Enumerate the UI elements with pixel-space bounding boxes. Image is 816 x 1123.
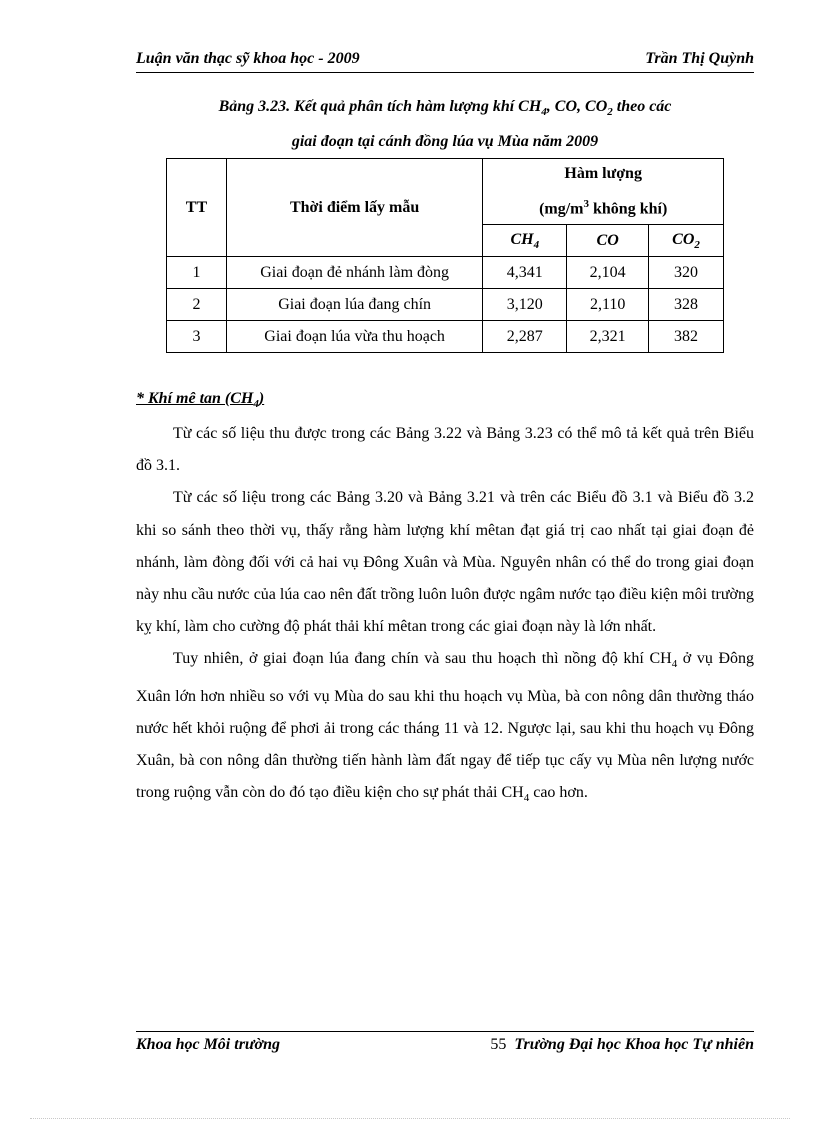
cell-ch4: 4,341 <box>483 257 567 289</box>
cell-time: Giai đoạn đẻ nhánh làm đòng <box>226 257 482 289</box>
header-unit: ($mg/m^3$ không khí) <box>539 198 668 218</box>
cell-co: 2,104 <box>567 257 649 289</box>
footer-university-block <box>490 1036 754 1054</box>
cell-ch4: 3,120 <box>483 289 567 321</box>
header-co2: $CO_2$ <box>649 225 724 257</box>
table-row <box>167 257 724 289</box>
cell-co2: 382 <box>649 321 724 353</box>
cell-ch4: 2,287 <box>483 321 567 353</box>
cell-co: 2,110 <box>567 289 649 321</box>
header-sampling-time: Thời điểm lấy mẫu <box>226 159 482 257</box>
table-caption <box>136 92 754 157</box>
section-heading-methane: * Khí mê $\tan (CH_4)$ <box>136 390 265 411</box>
table-row <box>167 289 724 321</box>
header-thesis-title: Luận văn thạc sỹ khoa học - 2009 <box>136 50 360 67</box>
paragraph-2: Từ các số liệu trong các Bảng 3.20 và Bảng 3.21 và trên các Biểu đồ 3.1 và Biểu đồ 3.2 khi so sánh theo thời vụ, thấy rằng hàm lượng khí mêtan đạt giá trị cao nhất tại giai đoạn đẻ nhánh, làm đòng đối với cả hai vụ Đông Xuân và Mùa. Nguyên nhân có thể do trong giai đoạn này nhu cầu nước của lúa cao nên đất trồng luôn luôn được ngâm nước tạo điều kiện môi trường kỵ khí, làm cho cường độ phát thải khí mêtan trong các giai đoạn này là lớn nhất. <box>136 489 754 636</box>
cell-tt: 3 <box>167 321 227 353</box>
caption-line-1: Bảng 3.23. Kết quả phân tích hàm lượng khí $CH_4$, CO, $CO_2$ theo các <box>218 98 672 119</box>
footer-university: Trường Đại học Khoa học Tự nhiên <box>514 1036 754 1053</box>
paragraph-1: Từ các số liệu thu được trong các Bảng 3.22 và Bảng 3.23 có thể mô tả kết quả trên Biểu đồ 3.1. <box>136 425 754 475</box>
cell-co: 2,321 <box>567 321 649 353</box>
body-text <box>136 418 754 815</box>
page-header <box>136 50 754 73</box>
caption-line-2: giai đoạn tại cánh đồng lúa vụ Mùa năm 2009 <box>291 133 599 151</box>
header-tt: TT <box>167 159 227 257</box>
page-footer <box>136 1031 754 1058</box>
cell-tt: 2 <box>167 289 227 321</box>
table-row <box>167 321 724 353</box>
cell-tt: 1 <box>167 257 227 289</box>
cell-co2: 320 <box>649 257 724 289</box>
cell-time: Giai đoạn lúa đang chín <box>226 289 482 321</box>
page-bottom-divider <box>30 1118 790 1119</box>
header-ch4: $CH_4$ <box>483 225 567 257</box>
gas-content-table <box>166 158 724 353</box>
cell-time: Giai đoạn lúa vừa thu hoạch <box>226 321 482 353</box>
cell-co2: 328 <box>649 289 724 321</box>
footer-department: Khoa học Môi trường <box>136 1036 280 1053</box>
paragraph-3: Tuy nhiên, ở giai đoạn lúa đang chín và sau thu hoạch thì nồng độ khí $CH_4$ ở vụ Đông Xuân lớn hơn nhiều so với vụ Mùa do sau khi thu hoạch vụ Mùa, bà con nông dân thường tháo nước hết khỏi ruộng để phơi ải trong các tháng 11 và 12. Ngược lại, sau khi thu hoạch vụ Đông Xuân, bà con nông dân thường tiến hành làm đất ngay để tiếp tục cấy vụ Mùa nên lượng nước trong ruộng vẫn còn do đó tạo điều kiện cho sự phát thải $CH_4$ cao hơn. <box>136 650 755 805</box>
header-author: Trần Thị Quỳnh <box>645 50 754 67</box>
header-content: Hàm lượng ($mg/m^3$ không khí) <box>483 159 724 225</box>
header-co: CO <box>567 225 649 257</box>
page-number: 55 <box>490 1036 507 1053</box>
